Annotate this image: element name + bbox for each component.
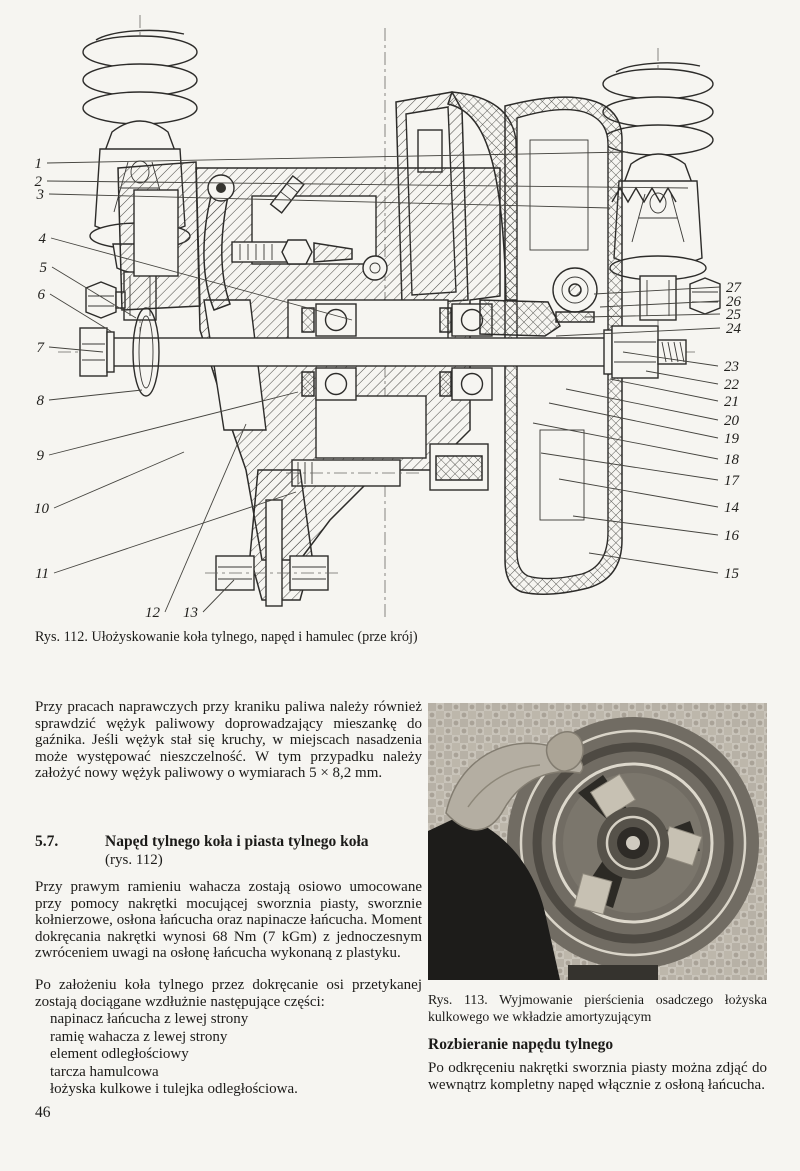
figure-callout-26: 26 [726,294,741,310]
hub-damper-photo [428,703,767,980]
list-item: ramię wahacza z lewej strony [50,1028,228,1045]
paragraph-disassembly: Po odkręceniu nakrętki sworznia piasty można zdjąć do wewnątrz kompletny napęd włącznie z osłoną łańcucha. [428,1060,767,1093]
figure-callout-11: 11 [35,566,49,582]
figure-callout-1: 1 [34,156,42,172]
section-number: 5.7. [35,833,59,850]
figure-callout-15: 15 [724,566,739,582]
figure-callout-22: 22 [724,377,739,393]
figure-callout-6: 6 [37,287,45,303]
figure-callout-13: 13 [183,605,198,621]
subsection-heading: Rozbieranie napędu tylnego [428,1036,614,1053]
section-title-text: Napęd tylnego koła i piasta tylnego koła [105,833,369,850]
figure-callout-10: 10 [34,501,49,517]
list-item: tarcza hamulcowa [50,1063,159,1080]
figure-callout-12: 12 [145,605,160,621]
paragraph-hub-mounting: Przy prawym ramieniu wahacza zostają osiowo umocowane przy pomocy nakrętki mocującej sworznia piasty, sworznie kołnierzowe, osłona łańcucha oraz napinacze łańcucha. Moment dokręcania nakrętki wynosi 68 Nm (7 kGm) z jednoczesnym zwróceniem uwagi na osłonę łańcucha wykonaną z plastyku. [35,879,422,962]
figure-callout-23: 23 [724,359,739,375]
page-number: 46 [35,1104,51,1121]
callout-leader-8 [49,390,142,400]
figure-112-caption: Rys. 112. Ułożyskowanie koła tylnego, napęd i hamulec (prze krój) [35,629,418,645]
section-title [105,833,422,869]
figure-callout-27: 27 [726,280,741,296]
figure-113-photo [428,703,767,980]
section-subtitle: (rys. 112) [105,852,163,868]
callout-leader-10 [54,452,184,508]
list-item: element odległościowy [50,1046,189,1062]
figure-callout-7: 7 [36,340,44,356]
figure-callout-5: 5 [39,260,47,276]
paragraph-tightened-parts-intro: Po założeniu koła tylnego przez dokręcanie osi przetykanej zostają dociągane wzdłużnie następujące części: [35,977,422,1010]
list-item: łożyska kulkowe i tulejka odległościowa. [50,1081,298,1097]
photo-stand [568,965,658,980]
parts-list [50,1011,422,1099]
list-item: napinacz łańcucha z lewej strony [50,1011,249,1027]
paragraph-fuel-hose: Przy pracach naprawczych przy kraniku paliwa należy również sprawdzić wężyk paliwowy doprowadzający mieszankę do gaźnika. Jeśli wężyk stał się kruchy, w miejscach nasadzenia może występować nieszczelność. W tym przypadku należy założyć nowy wężyk paliwowy o wymiarach 5 × 8,2 mm. [35,699,422,782]
figure-callout-24: 24 [726,321,741,337]
figure-callout-25: 25 [726,307,741,323]
figure-callout-9: 9 [36,448,44,464]
figure-callout-2: 2 [34,174,42,190]
figure-callout-8: 8 [36,393,44,409]
section-heading [35,833,422,869]
figure-callout-3: 3 [36,187,44,203]
figure-callout-18: 18 [724,452,739,468]
callout-leader-21 [610,379,718,401]
figure-113-caption: Rys. 113. Wyjmowanie pierścienia osadczego łożyska kulkowego we wkładzie amortyzującym [428,992,767,1024]
figure-callout-21: 21 [724,394,739,410]
figure-callout-19: 19 [724,431,739,447]
figure-callout-4: 4 [38,231,46,247]
figure-callout-17: 17 [724,473,739,489]
figure-callout-16: 16 [724,528,739,544]
figure-callout-20: 20 [724,413,739,429]
figure-callout-14: 14 [724,500,739,516]
